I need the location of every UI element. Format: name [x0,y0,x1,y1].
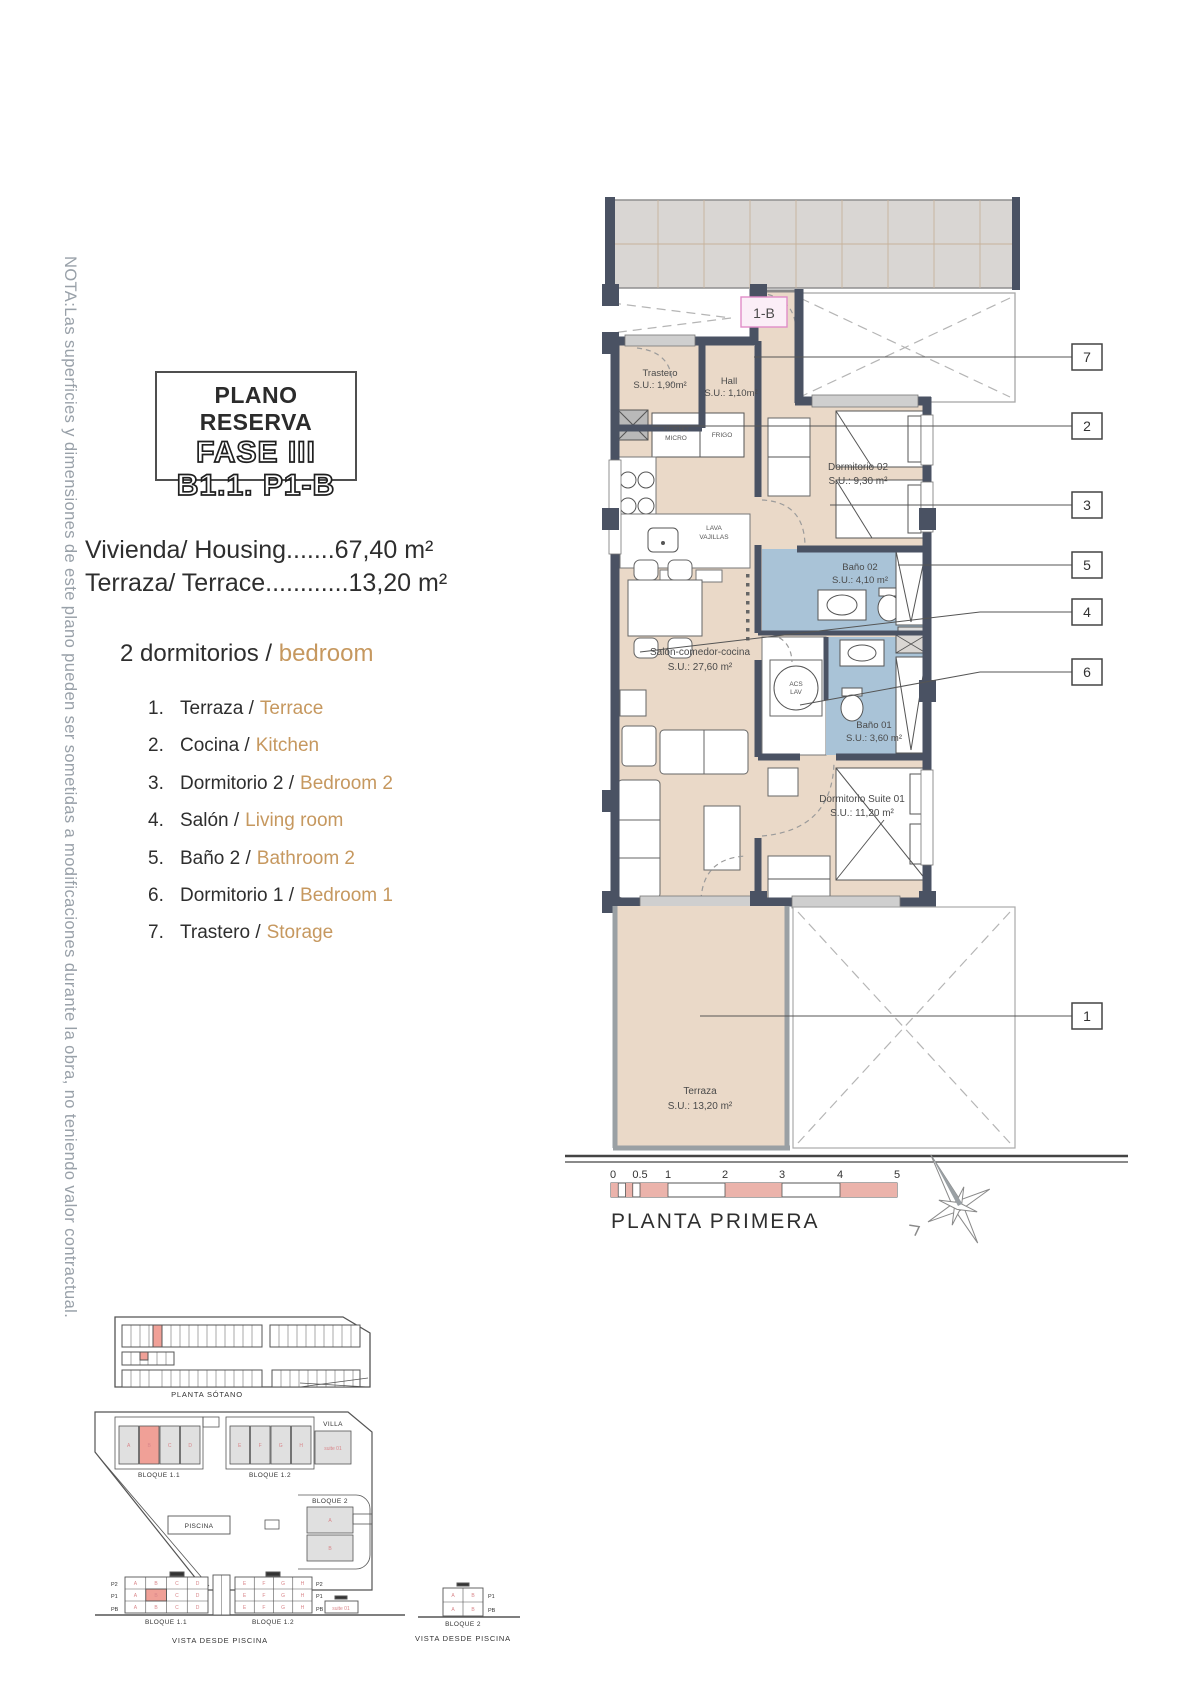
legend-item-trastero: 7. Trastero / Storage [148,922,334,944]
svg-text:A: A [451,1607,455,1613]
floor-plan [555,175,1130,1250]
callout-5: 5 [1083,557,1091,573]
legend-item-dormitorio1: 6. Dormitorio 1 / Bedroom 1 [148,884,393,906]
legend-item-terraza: 1. Terraza / Terrace [148,698,324,719]
svg-text:BLOQUE 2: BLOQUE 2 [445,1621,481,1628]
svg-text:A: A [133,1593,138,1599]
callout-4: 4 [1083,604,1091,620]
phase-label: FASE III [196,436,316,469]
svg-text:H: H [299,1443,304,1449]
reservation-title-box [155,371,357,502]
svg-text:B: B [147,1443,151,1449]
svg-text:H: H [300,1581,305,1587]
bloque12-label: BLOQUE 1.2 [249,1472,291,1479]
neighbour-zone-top [795,293,1015,402]
label-bano1-area: S.U.: 3,60 m² [846,733,902,744]
svg-text:P2: P2 [111,1582,118,1588]
callout-2: 2 [1083,418,1091,434]
svg-text:BLOQUE 1.2: BLOQUE 1.2 [252,1619,294,1626]
svg-text:P1: P1 [111,1594,118,1600]
label-lav: LAV [790,689,802,696]
callout-boxes [1072,344,1102,1029]
plot-boundary-line [565,1156,1128,1162]
label-trastero-area: S.U.: 1,90m² [633,380,687,391]
unit-tag [741,297,787,327]
svg-text:4: 4 [836,1169,844,1181]
svg-text:F: F [258,1443,262,1449]
stair-direction-dashes [612,303,731,333]
label-vajillas: VAJILLAS [699,534,729,541]
svg-text:B: B [154,1581,158,1587]
surface-summary [85,534,447,600]
unit-code-label: B1.1. P1-B [176,469,336,502]
svg-text:E: E [242,1593,247,1599]
svg-text:B: B [471,1593,475,1599]
svg-text:5: 5 [893,1169,901,1181]
villa-label: VILLA [323,1421,343,1428]
svg-text:E: E [242,1581,247,1587]
label-dorm2-area: S.U.: 9,30 m² [828,476,888,487]
svg-text:G: G [281,1581,286,1587]
svg-text:B: B [471,1607,475,1613]
svg-text:A: A [127,1443,131,1449]
disclaimer-vertical-text: NOTA:Las superficies y dimensiones de este plano pueden ser sometidas a modificaciones durante la obra, no teniendo valor contractual. [61,256,79,1319]
label-horno: HORNO [663,426,689,433]
scale-bar [610,1169,900,1197]
label-terraza-area: S.U.: 13,20 m² [667,1101,733,1112]
label-frigo: FRIGO [711,432,733,439]
label-terraza: Terraza [683,1086,717,1097]
vista-label-right: VISTA DESDE PISCINA [415,1634,511,1643]
label-dorm2: Dormitorio 02 [827,462,889,473]
legend-item-bano2: 5. Baño 2 / Bathroom 2 [148,847,356,869]
svg-text:P2: P2 [316,1582,323,1588]
bedroom-count-en: bedroom [278,640,374,667]
compass-icon [885,1138,1010,1250]
bloque2-label: BLOQUE 2 [312,1498,348,1505]
svg-text:D: D [195,1581,200,1587]
label-hall: Hall [720,376,738,387]
svg-text:0.5: 0.5 [632,1169,648,1181]
bloque11-label: BLOQUE 1.1 [138,1472,180,1479]
elevation-left [95,1572,405,1615]
svg-text:D: D [195,1605,200,1611]
bedroom-count-es: 2 dormitorios / [120,640,273,667]
svg-text:P1: P1 [316,1594,323,1600]
callout-6: 6 [1083,664,1091,680]
label-suite: Dormitorio Suite 01 [819,794,905,805]
label-suite-area: S.U.: 11,20 m² [830,808,894,819]
svg-text:A: A [133,1605,138,1611]
housing-area-line: Vivienda/ Housing.......67,40 m² [85,536,434,564]
svg-text:B: B [154,1593,158,1599]
svg-text:D: D [188,1443,193,1449]
svg-text:G: G [281,1605,286,1611]
label-bano2: Baño 02 [842,562,878,573]
svg-text:E: E [238,1443,242,1449]
svg-text:A: A [133,1581,138,1587]
svg-text:C: C [175,1605,179,1611]
terrace-area-line: Terraza/ Terrace............13,20 m² [85,569,448,597]
label-salon-area: S.U.: 27,60 m² [667,662,733,673]
svg-text:E: E [242,1605,247,1611]
svg-text:C: C [167,1443,172,1449]
floor-name: PLANTA PRIMERA [611,1210,820,1233]
villa-unit-label: suite 01 [324,1446,342,1452]
plan-title: PLANO RESERVA [199,382,313,435]
legend-item-dormitorio2: 3. Dormitorio 2 / Bedroom 2 [148,772,393,794]
vista-label-left: VISTA DESDE PISCINA [172,1636,268,1645]
svg-text:F: F [262,1581,266,1587]
bedroom-count-line [120,640,373,668]
svg-text:H: H [300,1593,305,1599]
elevation-right [418,1583,520,1617]
svg-text:PB: PB [111,1607,119,1613]
legend-item-cocina: 2. Cocina / Kitchen [148,735,320,757]
svg-text:A: A [451,1593,455,1599]
laundry-column [896,635,926,653]
svg-text:BLOQUE 1.1: BLOQUE 1.1 [145,1619,187,1626]
label-hall-area: S.U.: 1,10m² [704,388,758,399]
common-corridor [605,197,1020,290]
callout-1: 1 [1083,1008,1091,1024]
svg-text:H: H [300,1605,305,1611]
unit-tag-label: 1-B [753,305,775,321]
svg-text:C: C [175,1581,179,1587]
callout-7: 7 [1083,349,1091,365]
piscina-label: PISCINA [184,1523,214,1530]
site-diagrams [85,1290,560,1690]
svg-text:B: B [154,1605,158,1611]
svg-text:2: 2 [721,1169,729,1181]
svg-text:PB: PB [316,1607,324,1613]
svg-text:P1: P1 [488,1594,495,1600]
label-bano1: Baño 01 [856,720,892,731]
callout-3: 3 [1083,497,1091,513]
svg-text:3: 3 [778,1169,786,1181]
svg-text:A: A [328,1518,332,1524]
label-acs: ACS [789,681,803,688]
label-bano2-area: S.U.: 4,10 m² [832,575,888,586]
room-legend [148,698,393,960]
svg-text:1: 1 [664,1169,672,1181]
svg-text:F: F [262,1605,266,1611]
label-salon: Salón-comedor-cocina [649,647,751,658]
svg-text:G: G [281,1593,286,1599]
svg-text:G: G [278,1443,283,1449]
label-lava: LAVA [706,525,722,532]
legend-item-salon: 4. Salón / Living room [148,810,344,832]
svg-text:0: 0 [609,1169,617,1181]
svg-text:F: F [262,1593,266,1599]
label-micro: MICRO [665,435,687,442]
basement-label: PLANTA SÓTANO [171,1390,243,1399]
svg-text:suite 01: suite 01 [332,1606,350,1612]
svg-text:PB: PB [488,1608,496,1614]
svg-text:D: D [195,1593,200,1599]
svg-text:B: B [328,1546,332,1552]
label-trastero: Trastero [642,368,678,379]
svg-text:C: C [175,1593,179,1599]
neighbour-zone-bottom [793,907,1015,1148]
basement-plan [115,1317,370,1387]
